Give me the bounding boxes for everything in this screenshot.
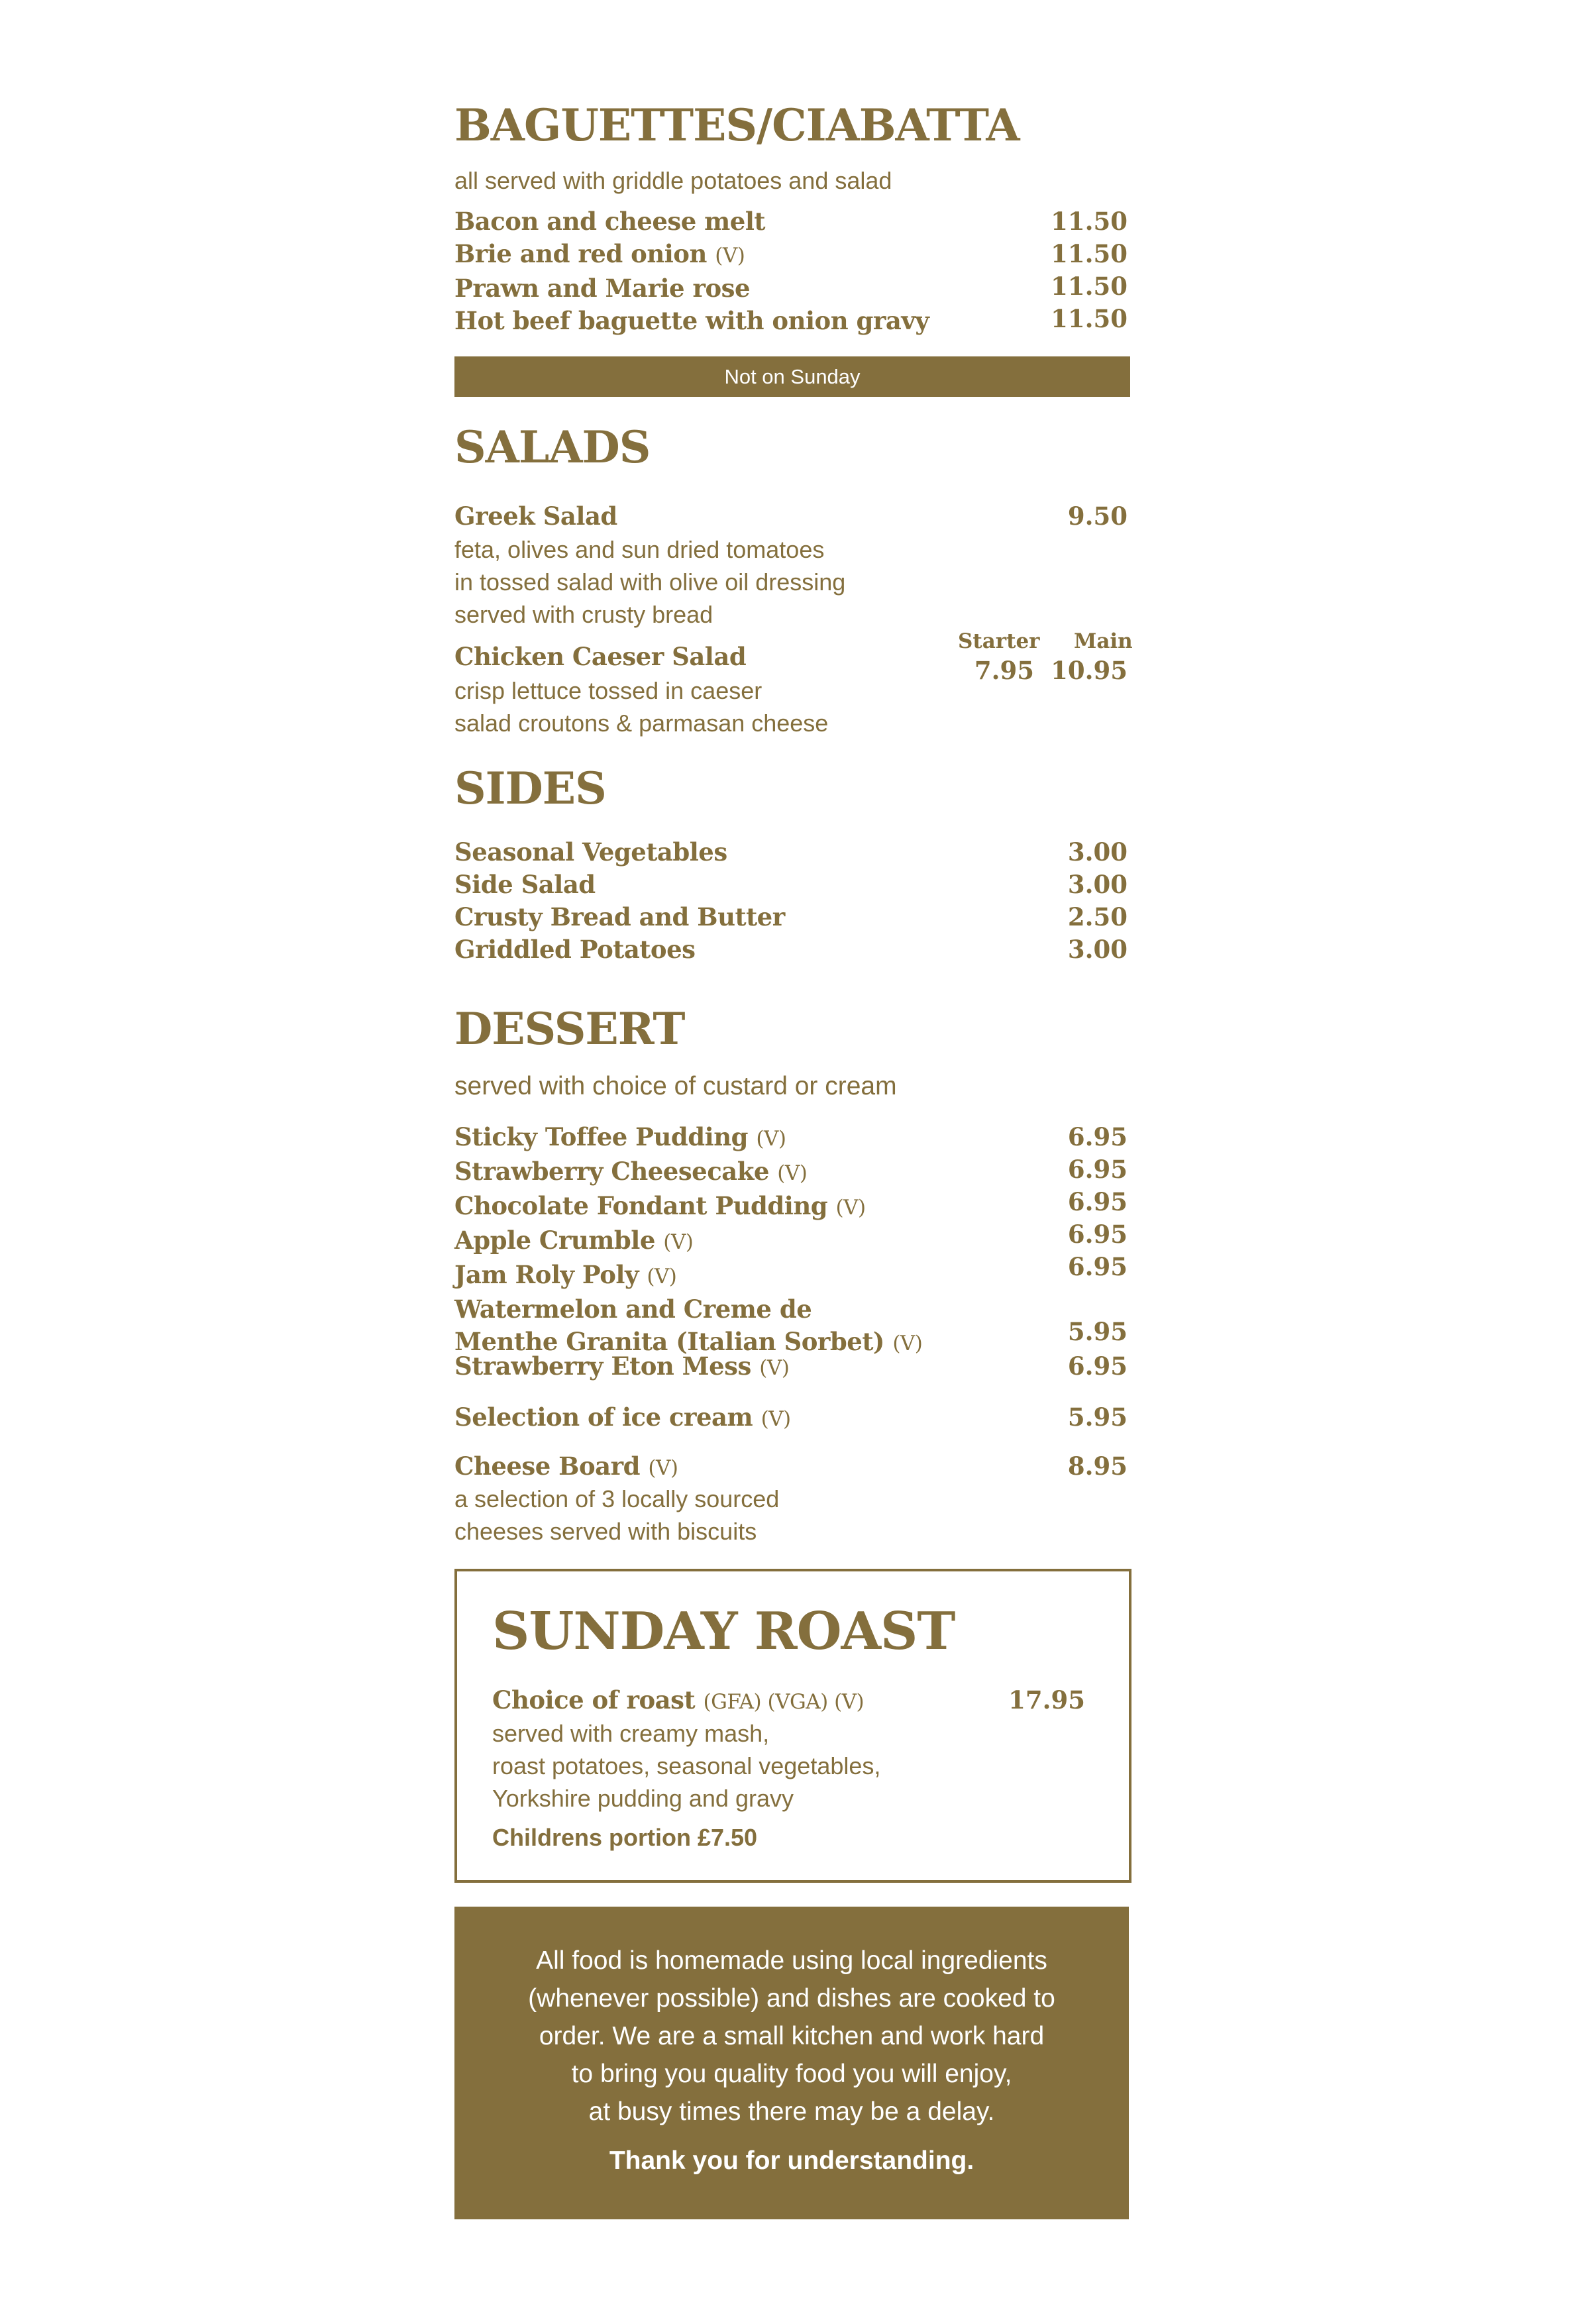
menu-item: Crusty Bread and Butter (454, 902, 785, 931)
menu-item: Sticky Toffee Pudding (V) (454, 1122, 786, 1151)
menu-item: Brie and red onion (V) (454, 239, 745, 268)
menu-item: Seasonal Vegetables (454, 837, 727, 867)
sunday-roast-title: SUNDAY ROAST (492, 1601, 955, 1662)
menu-item: Griddled Potatoes (454, 935, 696, 964)
baguettes-title: BAGUETTES/CIABATTA (454, 99, 1020, 151)
menu-item: Hot beef baguette with onion gravy (454, 306, 929, 335)
eton-mess-name: Strawberry Eton Mess (V) (454, 1351, 790, 1381)
dessert-subtitle: served with choice of custard or cream (454, 1072, 897, 1100)
price: 11.50 (1051, 272, 1128, 301)
baguettes-subtitle: all served with griddle potatoes and salad (454, 167, 892, 194)
cheese-board-name: Cheese Board (V) (454, 1452, 678, 1481)
eton-mess-price: 6.95 (1067, 1351, 1128, 1381)
main-label: Main (1074, 629, 1133, 653)
caesar-starter-price: 7.95 (974, 656, 1034, 685)
menu-item: Prawn and Marie rose (454, 274, 750, 303)
caesar-main-price: 10.95 (1051, 656, 1128, 685)
caesar-salad-description: crisp lettuce tossed in caeser salad croutons & parmasan cheese (454, 677, 829, 737)
price: 6.95 (1067, 1155, 1128, 1184)
menu-item: Apple Crumble (V) (454, 1226, 694, 1255)
greek-salad-name: Greek Salad (454, 502, 617, 531)
not-on-sunday-banner: Not on Sunday (454, 356, 1130, 397)
price: 6.95 (1067, 1252, 1128, 1281)
price: 5.95 (1067, 1317, 1128, 1346)
sides-title: SIDES (454, 763, 606, 814)
price: 11.50 (1051, 304, 1128, 333)
price: 11.50 (1051, 207, 1128, 236)
menu-item: Bacon and cheese melt (454, 207, 765, 236)
greek-salad-description: feta, olives and sun dried tomatoes in tossed salad with olive oil dressing served with crusty bread (454, 536, 846, 628)
roast-name: Choice of roast (GFA) (VGA) (V) (492, 1685, 865, 1715)
dessert-title: DESSERT (454, 1003, 685, 1055)
footer-thanks: Thank you for understanding. (609, 2146, 974, 2175)
salads-title: SALADS (454, 421, 651, 473)
footer-text: All food is homemade using local ingredients (whenever possible) and dishes are cooked to order. We are a small kitchen and work hard to bring you quality food you will enjoy, at busy times there may be a delay. (528, 1946, 1055, 2126)
menu-item: Chocolate Fondant Pudding (V) (454, 1191, 866, 1220)
menu-item: Strawberry Cheesecake (V) (454, 1157, 808, 1186)
baguettes-prices (955, 205, 1128, 335)
price: 3.00 (1067, 935, 1128, 964)
starter-label: Starter (958, 629, 1040, 653)
price: 6.95 (1067, 1122, 1128, 1151)
menu-item: Jam Roly Poly (V) (454, 1260, 677, 1289)
roast-price: 17.95 (1008, 1685, 1085, 1715)
menu-item: Side Salad (454, 870, 596, 899)
price: 6.95 (1067, 1187, 1128, 1216)
price: 2.50 (1067, 902, 1128, 931)
dessert-prices (955, 1121, 1128, 1348)
menu-item: Watermelon and Creme de (454, 1294, 812, 1324)
footer-notice (454, 1907, 1129, 2219)
menu-item: Menthe Granita (Italian Sorbet) (V) (454, 1327, 923, 1356)
price: 3.00 (1067, 870, 1128, 899)
price: 3.00 (1067, 837, 1128, 867)
ice-cream-name: Selection of ice cream (V) (454, 1402, 791, 1432)
ice-cream-price: 5.95 (1067, 1402, 1128, 1432)
cheese-board-description: a selection of 3 locally sourced cheeses served with biscuits (454, 1485, 780, 1545)
cheese-board-price: 8.95 (1067, 1452, 1128, 1481)
sides-prices (955, 836, 1128, 966)
greek-salad-price: 9.50 (1067, 502, 1128, 531)
roast-description: served with creamy mash, roast potatoes, seasonal vegetables, Yorkshire pudding and gravy (492, 1720, 881, 1812)
price: 6.95 (1067, 1220, 1128, 1249)
childrens-portion: Childrens portion £7.50 (492, 1824, 758, 1851)
caesar-salad-name: Chicken Caeser Salad (454, 642, 747, 671)
price: 11.50 (1051, 239, 1128, 268)
